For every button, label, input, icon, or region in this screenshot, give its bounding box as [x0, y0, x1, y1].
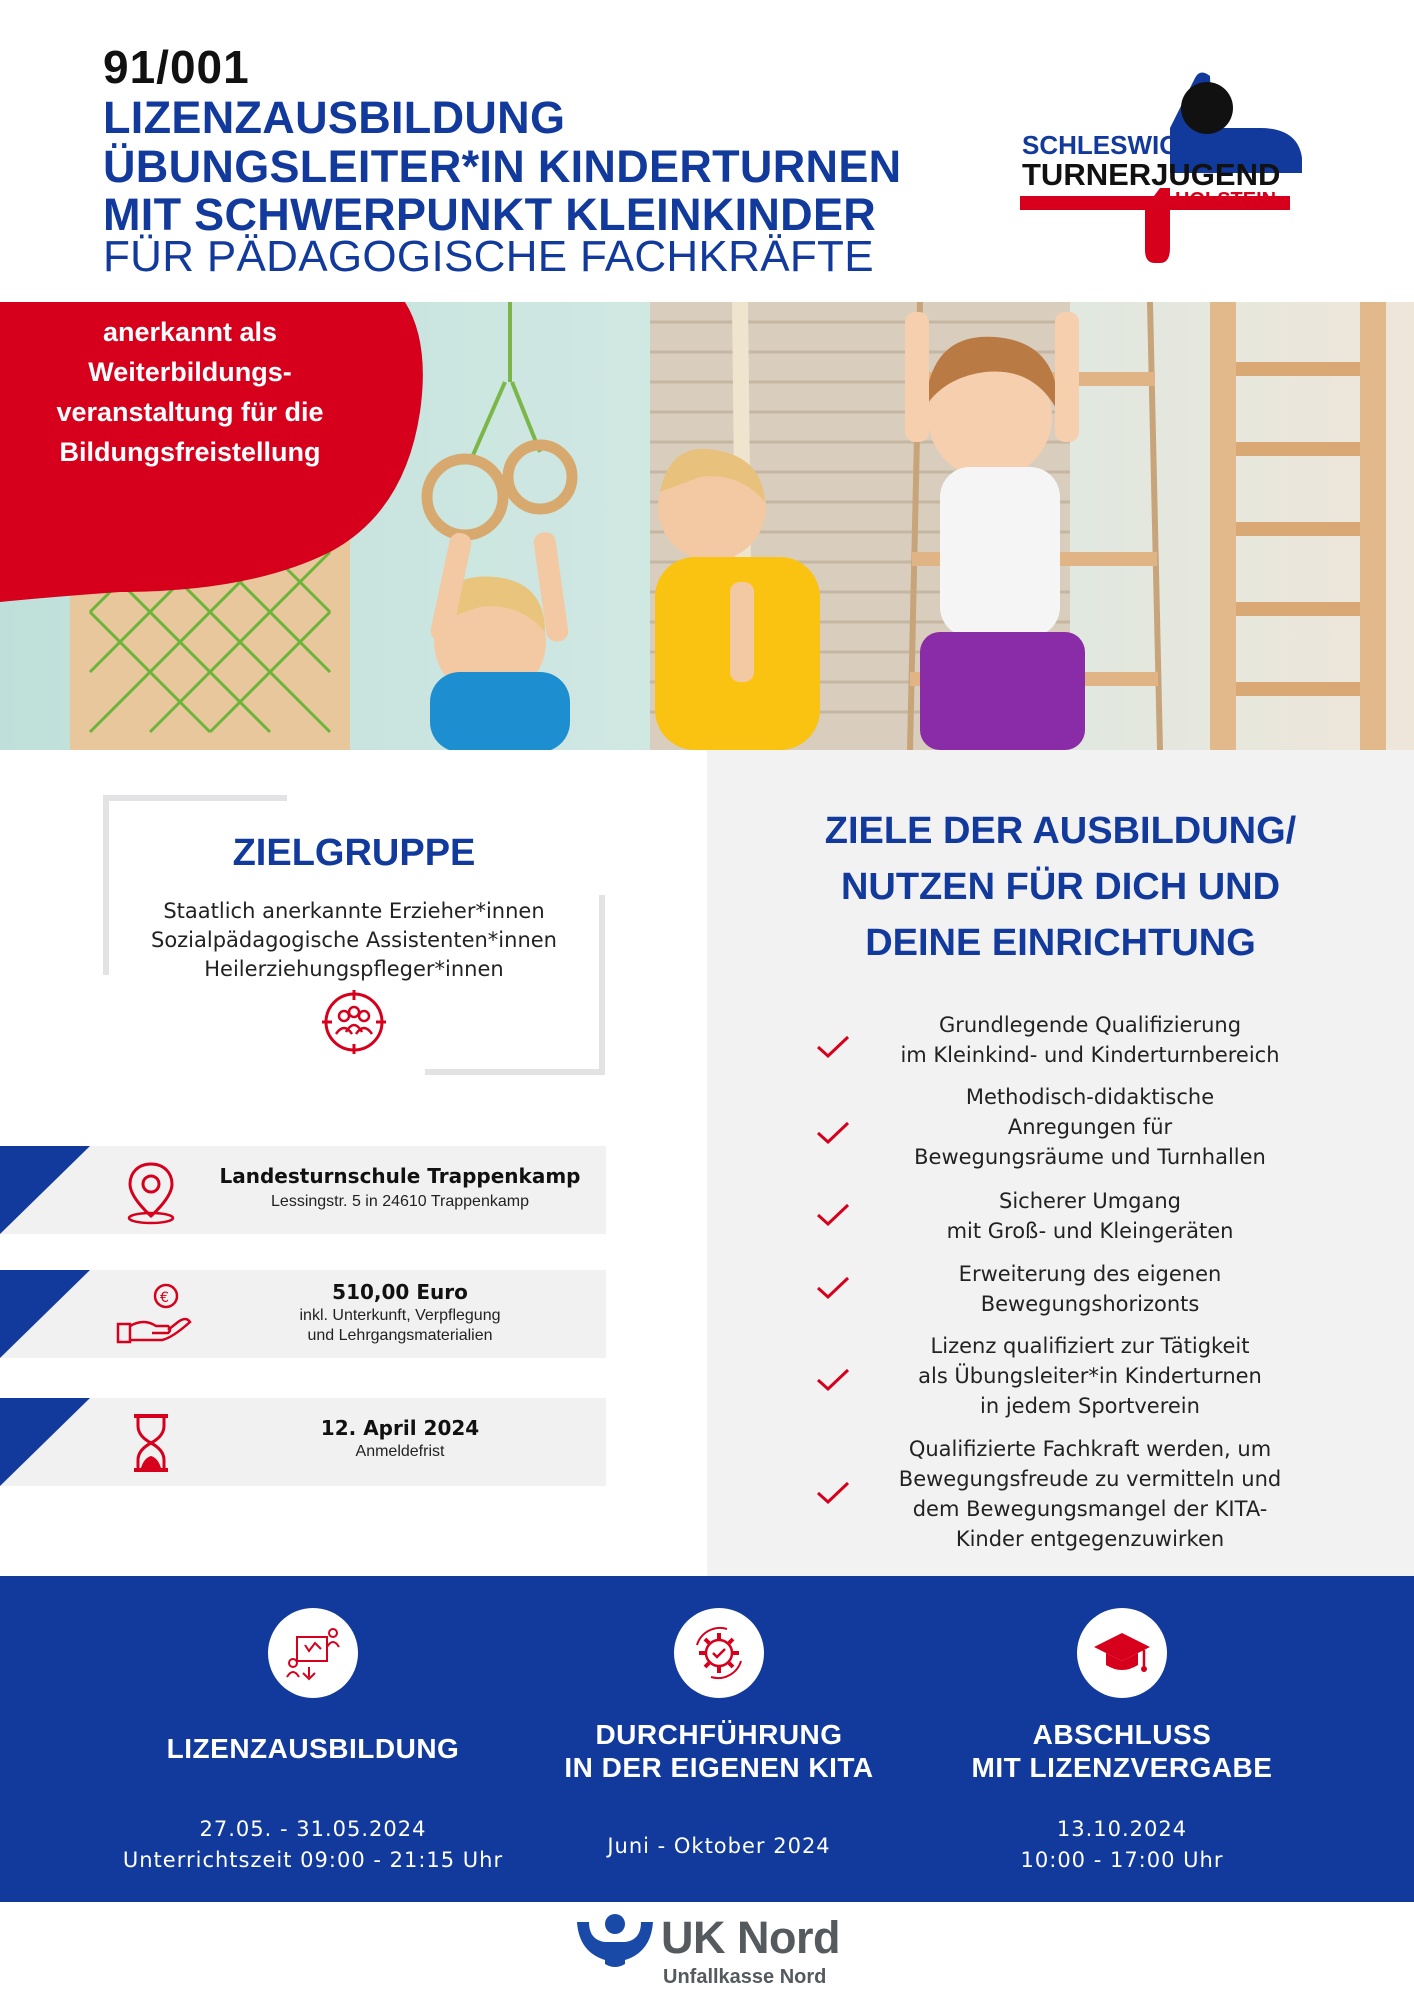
goal-line: in jedem Sportverein	[980, 1394, 1200, 1418]
phase-durchfuehrung	[499, 1576, 939, 1902]
blue-triangle-accent	[0, 1270, 90, 1358]
checkmark-icon	[816, 1275, 850, 1301]
badge-line-3: veranstaltung für die	[56, 397, 324, 427]
header	[0, 0, 1414, 302]
checkmark-icon	[816, 1202, 850, 1228]
title-line-3: MIT SCHWERPUNKT KLEINKINDER	[103, 189, 877, 240]
phase-title	[499, 1718, 939, 1784]
phases-band	[0, 1576, 1414, 1902]
blue-triangle-accent	[0, 1146, 90, 1234]
turnerjugend-logo-graphic	[1020, 68, 1310, 268]
euro-hand-icon	[116, 1280, 186, 1350]
recognition-badge	[30, 312, 350, 472]
target-group-icon	[322, 990, 386, 1054]
goal-line: Anregungen für	[1007, 1115, 1173, 1139]
svg-text:€: €	[160, 1290, 169, 1306]
checkmark-icon	[816, 1480, 850, 1506]
phase-time: Unterrichtszeit 09:00 - 21:15 Uhr	[122, 1848, 504, 1872]
goal-line: als Übungsleiter*in Kinderturnen	[918, 1364, 1262, 1388]
goal-line: Bewegungsräume und Turnhallen	[914, 1145, 1266, 1169]
zielgruppe-item: Staatlich anerkannte Erzieher*innen	[163, 899, 545, 923]
price-includes-1: inkl. Unterkunft, Verpflegung	[299, 1307, 501, 1324]
uk-nord-name: UK Nord	[661, 1912, 840, 1963]
goals-title-line-1: ZIELE DER AUSBILDUNG/	[824, 810, 1297, 852]
checkmark-icon	[816, 1367, 850, 1393]
phase-title: LIZENZAUSBILDUNG	[166, 1733, 460, 1764]
title-line-1: LIZENZAUSBILDUNG	[103, 92, 566, 143]
turnerjugend-logo	[1020, 68, 1310, 268]
goal-line: Bewegungshorizonts	[980, 1292, 1200, 1316]
location-pin-icon	[116, 1156, 186, 1226]
training-presentation-icon	[283, 1623, 343, 1683]
hourglass-icon	[116, 1408, 186, 1478]
logo-word-holstein: HOLSTEIN	[1175, 189, 1277, 211]
goal-line: Bewegungsfreude zu vermitteln und	[898, 1467, 1282, 1491]
phase-title-line-1: DURCHFÜHRUNG	[595, 1719, 843, 1750]
phase-title	[902, 1718, 1342, 1784]
checkmark-icon	[816, 1120, 850, 1146]
goal-line: mit Groß- und Kleingeräten	[946, 1219, 1234, 1243]
badge-line-4: Bildungsfreistellung	[59, 437, 321, 467]
phase-icon-circle	[1077, 1608, 1167, 1698]
deadline-date: 12. April 2024	[320, 1416, 480, 1440]
phase-title-line-2: IN DER EIGENEN KITA	[564, 1752, 874, 1783]
phase-lizenzausbildung	[93, 1576, 533, 1902]
deadline-label: Anmeldefrist	[355, 1443, 445, 1460]
info-price	[0, 1270, 606, 1358]
info-location	[0, 1146, 606, 1234]
phase-period: Juni - Oktober 2024	[607, 1834, 831, 1858]
goal-line: Lizenz qualifiziert zur Tätigkeit	[930, 1334, 1250, 1358]
phase-title-line-2: MIT LIZENZVERGABE	[971, 1752, 1273, 1783]
phase-date: 13.10.2024	[1056, 1817, 1188, 1841]
graduation-cap-icon	[1092, 1623, 1152, 1683]
course-code: 91/001	[103, 41, 250, 93]
goal-line: Methodisch-didaktische	[965, 1085, 1215, 1109]
blue-triangle-accent	[0, 1398, 90, 1486]
price-amount: 510,00 Euro	[332, 1280, 468, 1304]
phase-date: 27.05. - 31.05.2024	[199, 1817, 427, 1841]
phase-title-line-1: ABSCHLUSS	[1032, 1719, 1212, 1750]
title-line-4: FÜR PÄDAGOGISCHE FACHKRÄFTE	[103, 232, 874, 281]
phase-time: 10:00 - 17:00 Uhr	[1020, 1848, 1224, 1872]
logo-word-turnerjugend: TURNERJUGEND	[1022, 157, 1281, 192]
logo-word-schleswig: SCHLESWIG	[1022, 130, 1180, 160]
location-name: Landesturnschule Trappenkamp	[219, 1164, 581, 1188]
goal-line: Erweiterung des eigenen	[958, 1262, 1222, 1286]
goal-line: Sicherer Umgang	[998, 1189, 1181, 1213]
badge-line-1: anerkannt als	[102, 317, 278, 347]
goals-title-line-3: DEINE EINRICHTUNG	[865, 922, 1256, 964]
phase-icon-circle	[674, 1608, 764, 1698]
price-includes-2: und Lehrgangsmaterialien	[307, 1327, 493, 1344]
goal-line: dem Bewegungsmangel der KITA-	[912, 1497, 1268, 1521]
zielgruppe-item: Sozialpädagogische Assistenten*innen	[150, 928, 557, 952]
gear-check-icon	[689, 1623, 749, 1683]
phase-icon-circle	[268, 1608, 358, 1698]
location-address: Lessingstr. 5 in 24610 Trappenkamp	[271, 1193, 529, 1210]
goal-line: Qualifizierte Fachkraft werden, um	[908, 1437, 1272, 1461]
zielgruppe-title: ZIELGRUPPE	[232, 832, 476, 874]
uk-nord-subtitle: Unfallkasse Nord	[663, 1966, 827, 1988]
badge-line-2: Weiterbildungs-	[88, 357, 292, 387]
goals-title-line-2: NUTZEN FÜR DICH UND	[840, 866, 1281, 908]
goals-title	[707, 803, 1414, 971]
uk-nord-emblem	[575, 1912, 655, 1972]
goal-line: Kinder entgegenzuwirken	[955, 1527, 1225, 1551]
info-deadline	[0, 1398, 606, 1486]
title-line-2: ÜBUNGSLEITER*IN KINDERTURNEN	[103, 141, 902, 192]
zielgruppe-item: Heilerziehungspfleger*innen	[204, 957, 504, 981]
checkmark-icon	[816, 1034, 850, 1060]
uk-nord-logo	[575, 1912, 845, 1996]
goal-line: im Kleinkind- und Kinderturnbereich	[900, 1043, 1280, 1067]
goal-line: Grundlegende Qualifizierung	[938, 1013, 1242, 1037]
phase-abschluss	[902, 1576, 1342, 1902]
zielgruppe-list	[103, 897, 605, 984]
